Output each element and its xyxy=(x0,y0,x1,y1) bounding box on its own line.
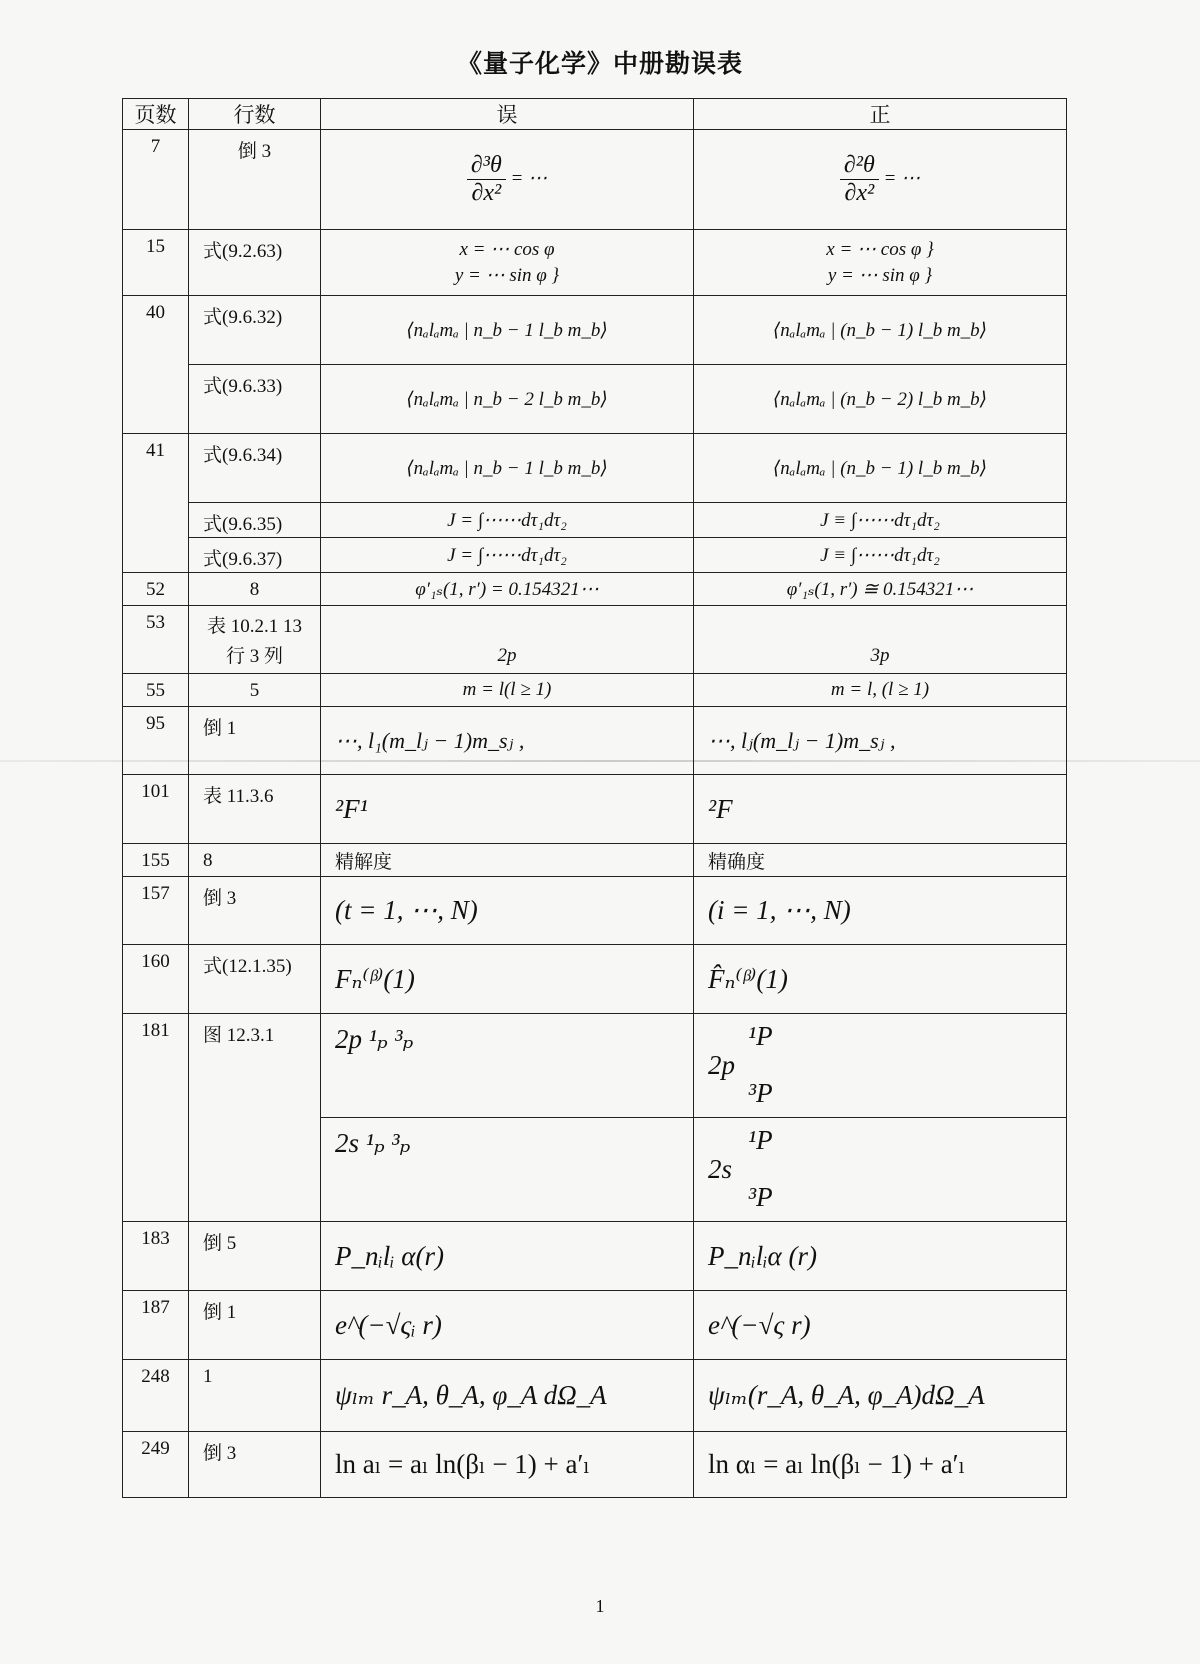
table-row xyxy=(123,296,1067,365)
cell-page: 248 xyxy=(123,1360,189,1432)
page-number: 1 xyxy=(595,1596,605,1616)
cell-wrong: (t = 1, ⋯, N) xyxy=(321,877,694,945)
table-header-row xyxy=(123,99,1067,130)
cell-page: 53 xyxy=(123,606,189,674)
table-row xyxy=(123,538,1067,573)
page-title: 《量子化学》中册勘误表 xyxy=(456,51,743,78)
table-row xyxy=(123,1291,1067,1360)
table-row xyxy=(123,606,1067,674)
table-row xyxy=(123,434,1067,503)
cell-wrong: ⟨nₐlₐmₐ | n_b − 2 l_b m_b⟩ xyxy=(321,365,694,434)
table-row xyxy=(123,674,1067,707)
cell-wrong: 精解度 xyxy=(321,844,694,877)
fraction: $\frac{\text{∂²θ}}{\text{∂x²}}$ xyxy=(840,152,879,207)
cell-line: 5 xyxy=(189,674,321,707)
table-row xyxy=(123,1014,1067,1118)
cell-wrong: ⋯, l₁(m_lⱼ − 1)m_sⱼ , xyxy=(321,707,694,775)
cell-line: 式(9.6.33) xyxy=(189,365,321,434)
cell-page: 249 xyxy=(123,1432,189,1498)
cell-wrong: φ′₁ₛ(1, r′) = 0.154321⋯ xyxy=(321,573,694,606)
cell-right xyxy=(694,130,1067,230)
cell-line: 式(9.6.32) xyxy=(189,296,321,365)
line-text: 表 10.2.1 13 xyxy=(206,616,302,637)
cell-right: ⟨nₐlₐmₐ | (n_b − 2) l_b m_b⟩ xyxy=(694,365,1067,434)
cell-right: φ′₁ₛ(1, r′) ≅ 0.154321⋯ xyxy=(694,573,1067,606)
table-row xyxy=(123,877,1067,945)
cell-wrong: e^(−√ςᵢ r) xyxy=(321,1291,694,1360)
cell-right: ⟨nₐlₐmₐ | (n_b − 1) l_b m_b⟩ xyxy=(694,296,1067,365)
term-symbol: ¹P xyxy=(748,1125,773,1156)
cell-line: 表 11.3.6 xyxy=(189,775,321,844)
cell-line: 式(9.6.35) xyxy=(189,503,321,538)
cell-page: 160 xyxy=(123,945,189,1014)
equation-line: x = ⋯ cos φ xyxy=(459,238,555,260)
cell-right: J ≡ ∫⋯⋯dτ₁dτ₂ xyxy=(694,538,1067,573)
table-row xyxy=(123,1360,1067,1432)
cell-page: 55 xyxy=(123,674,189,707)
cell-wrong: ln aₗ = aₗ ln(βₗ − 1) + a′ₗ xyxy=(321,1432,694,1498)
cell-page: 40 xyxy=(123,296,189,434)
cell-page: 41 xyxy=(123,434,189,573)
cell-line: 式(9.6.37) xyxy=(189,538,321,573)
cell-wrong: Fₙ⁽ᵝ⁾(1) xyxy=(321,945,694,1014)
cell-wrong: m = l(l ≥ 1) xyxy=(321,674,694,707)
cell-wrong: 2p ¹ₚ ³ₚ xyxy=(321,1014,694,1118)
cell-wrong: ²F¹ xyxy=(321,775,694,844)
cell-page: 101 xyxy=(123,775,189,844)
cell-page: 7 xyxy=(123,130,189,230)
cell-line: 倒 5 xyxy=(189,1222,321,1291)
cell-right: ²F xyxy=(694,775,1067,844)
table-row xyxy=(123,707,1067,775)
cell-right xyxy=(694,1014,1067,1118)
table-row xyxy=(123,844,1067,877)
cell-wrong: P_nᵢlᵢ α(r) xyxy=(321,1222,694,1291)
equation-line: x = ⋯ cos φ } xyxy=(826,238,934,260)
cell-right: ⟨nₐlₐmₐ | (n_b − 1) l_b m_b⟩ xyxy=(694,434,1067,503)
equation-line: y = ⋯ sin φ } xyxy=(827,264,933,286)
cell-right: F̂ₙ⁽ᵝ⁾(1) xyxy=(694,945,1067,1014)
line-text: 行 3 列 xyxy=(225,646,283,668)
cell-right: J ≡ ∫⋯⋯dτ₁dτ₂ xyxy=(694,503,1067,538)
table-row xyxy=(123,130,1067,230)
cell-line: 1 xyxy=(189,1360,321,1432)
cell-right: ψₗₘ(r_A, θ_A, φ_A)dΩ_A xyxy=(694,1360,1067,1432)
cell-wrong: J = ∫⋯⋯dτ₁dτ₂ xyxy=(321,503,694,538)
cell-wrong xyxy=(321,230,694,296)
term-symbol: ³P xyxy=(748,1077,773,1108)
cell-page: 187 xyxy=(123,1291,189,1360)
header-right: 正 xyxy=(694,99,1067,130)
configuration: 2s xyxy=(708,1153,733,1184)
cell-right: (i = 1, ⋯, N) xyxy=(694,877,1067,945)
cell-line: 倒 1 xyxy=(189,1291,321,1360)
cell-line: 8 xyxy=(189,844,321,877)
term-symbol: ³P xyxy=(748,1181,773,1212)
cell-wrong: J = ∫⋯⋯dτ₁dτ₂ xyxy=(321,538,694,573)
table-row xyxy=(123,503,1067,538)
cell-right: ⋯, lⱼ(m_lⱼ − 1)m_sⱼ , xyxy=(694,707,1067,775)
header-page: 页数 xyxy=(123,99,189,130)
configuration: 2p xyxy=(708,1049,735,1080)
cell-right: m = l, (l ≥ 1) xyxy=(694,674,1067,707)
table-row xyxy=(123,775,1067,844)
table-row xyxy=(123,1222,1067,1291)
cell-right xyxy=(694,230,1067,296)
cell-line: 倒 3 xyxy=(189,130,321,230)
cell-right xyxy=(694,1118,1067,1222)
equation-tail: = ⋯ xyxy=(883,167,921,189)
cell-line: 式(9.6.34) xyxy=(189,434,321,503)
cell-line: 倒 3 xyxy=(189,1432,321,1498)
table-row xyxy=(123,230,1067,296)
term-symbol: ¹P xyxy=(748,1021,773,1052)
cell-line: 式(9.2.63) xyxy=(189,230,321,296)
cell-wrong: ψₗₘ r_A, θ_A, φ_A dΩ_A xyxy=(321,1360,694,1432)
equation-tail: = ⋯ xyxy=(510,167,548,189)
table-row xyxy=(123,945,1067,1014)
cell-right: 精确度 xyxy=(694,844,1067,877)
cell-page: 15 xyxy=(123,230,189,296)
fraction: $\frac{\text{∂³θ}}{\text{∂x²}}$ xyxy=(467,152,506,207)
cell-wrong: ⟨nₐlₐmₐ | n_b − 1 l_b m_b⟩ xyxy=(321,296,694,365)
cell-page: 157 xyxy=(123,877,189,945)
cell-wrong: ⟨nₐlₐmₐ | n_b − 1 l_b m_b⟩ xyxy=(321,434,694,503)
cell-page: 52 xyxy=(123,573,189,606)
cell-page: 155 xyxy=(123,844,189,877)
errata-table xyxy=(122,98,1067,1498)
cell-right: e^(−√ς r) xyxy=(694,1291,1067,1360)
cell-right: ln αₗ = aₗ ln(βₗ − 1) + a′ₗ xyxy=(694,1432,1067,1498)
cell-line xyxy=(189,606,321,674)
cell-line: 倒 3 xyxy=(189,877,321,945)
cell-line: 图 12.3.1 xyxy=(189,1014,321,1222)
cell-page: 95 xyxy=(123,707,189,775)
equation-line: y = ⋯ sin φ } xyxy=(454,264,560,286)
cell-right: 3p xyxy=(694,606,1067,674)
cell-line: 8 xyxy=(189,573,321,606)
cell-page: 181 xyxy=(123,1014,189,1222)
header-wrong: 误 xyxy=(321,99,694,130)
header-line: 行数 xyxy=(189,99,321,130)
cell-right: P_nᵢlᵢα (r) xyxy=(694,1222,1067,1291)
cell-page: 183 xyxy=(123,1222,189,1291)
table-row xyxy=(123,573,1067,606)
cell-line: 式(12.1.35) xyxy=(189,945,321,1014)
table-row xyxy=(123,365,1067,434)
table-row xyxy=(123,1432,1067,1498)
cell-line: 倒 1 xyxy=(189,707,321,775)
cell-wrong: 2s ¹ₚ ³ₚ xyxy=(321,1118,694,1222)
cell-wrong: 2p xyxy=(321,606,694,674)
cell-wrong xyxy=(321,130,694,230)
